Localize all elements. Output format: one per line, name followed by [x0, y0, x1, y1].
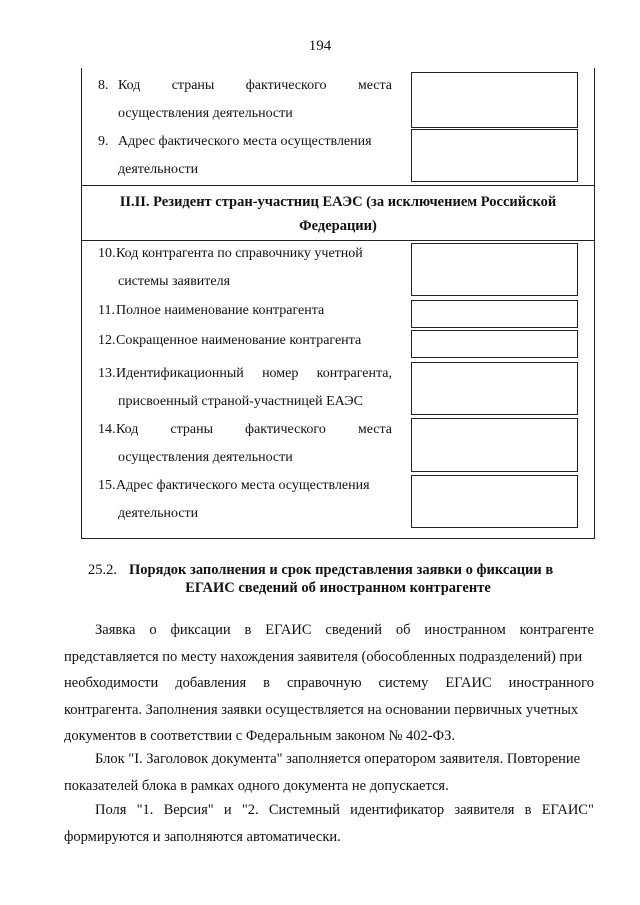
paragraph-2: [64, 746, 594, 799]
field-number: 12.: [98, 333, 116, 348]
section-header-line1: II.II. Резидент стран-участниц ЕАЭС (за исключением Российской: [119, 194, 557, 210]
field-number: 8.: [98, 78, 109, 93]
field-number: 14.: [98, 422, 116, 437]
field-label-line2: системы заявителя: [118, 274, 231, 289]
field-number: 13.: [98, 366, 116, 381]
form-table: [81, 68, 595, 539]
field-number: 15.: [98, 478, 116, 493]
subsection-number: 25.2.: [88, 562, 117, 578]
field-label-line2: деятельности: [118, 162, 199, 177]
input-box-10[interactable]: [411, 243, 578, 296]
paragraph-line: Заявка о фиксации в ЕГАИС сведений об иностранном контрагенте: [95, 622, 594, 638]
field-label-line1: Адрес фактического места осуществления: [118, 134, 372, 149]
field-label-line1: Код страны фактического места: [118, 78, 392, 93]
field-label-line2: осуществления деятельности: [118, 106, 293, 121]
paragraph-line: Поля "1. Версия" и "2. Системный идентификатор заявителя в ЕГАИС": [95, 802, 594, 818]
subsection-title-line1: Порядок заполнения и срок представления заявки о фиксации в: [129, 562, 554, 578]
input-box-11[interactable]: [411, 300, 578, 328]
page-number: 194: [308, 38, 332, 54]
paragraph-line: формируются и заполняются автоматически.: [64, 828, 341, 845]
field-label-line1: Сокращенное наименование контрагента: [116, 333, 362, 348]
field-label-line2: присвоенный страной-участницей ЕАЭС: [118, 394, 364, 409]
paragraph-line: показателей блока в рамках одного документа не допускается.: [64, 777, 449, 794]
paragraph-line: Блок "I. Заголовок документа" заполняется оператором заявителя. Повторение: [95, 751, 581, 767]
paragraph-1: [64, 617, 594, 750]
input-box-13[interactable]: [411, 362, 578, 415]
subsection-title-line2: ЕГАИС сведений об иностранном контрагенте: [185, 580, 491, 596]
paragraph-line: представляется по месту нахождения заявителя (обособленных подразделений) при: [64, 648, 583, 665]
paragraph-line: контрагента. Заполнения заявки осуществляется на основании первичных учетных: [64, 701, 579, 718]
input-box-8[interactable]: [411, 72, 578, 128]
field-label-line1: Адрес фактического места осуществления: [116, 478, 370, 493]
field-label-line1: Идентификационный номер контрагента,: [116, 366, 392, 381]
field-number: 10.: [98, 246, 116, 261]
field-label-line2: деятельности: [118, 506, 199, 521]
section-header: [82, 185, 594, 241]
field-label-line1: Код страны фактического места: [116, 422, 392, 437]
input-box-12[interactable]: [411, 330, 578, 358]
input-box-14[interactable]: [411, 418, 578, 472]
section-header-line2: Федерации): [299, 218, 377, 234]
field-label-line2: осуществления деятельности: [118, 450, 293, 465]
field-number: 9.: [98, 134, 109, 149]
input-box-9[interactable]: [411, 129, 578, 182]
field-label-line1: Код контрагента по справочнику учетной: [116, 246, 363, 261]
field-label-line1: Полное наименование контрагента: [116, 303, 325, 318]
field-number: 11.: [98, 303, 115, 318]
input-box-15[interactable]: [411, 475, 578, 528]
paragraph-3: [64, 797, 594, 850]
paragraph-line: документов в соответствии с Федеральным законом № 402-ФЗ.: [64, 728, 455, 744]
paragraph-line: необходимости добавления в справочную систему ЕГАИС иностранного: [64, 675, 594, 691]
